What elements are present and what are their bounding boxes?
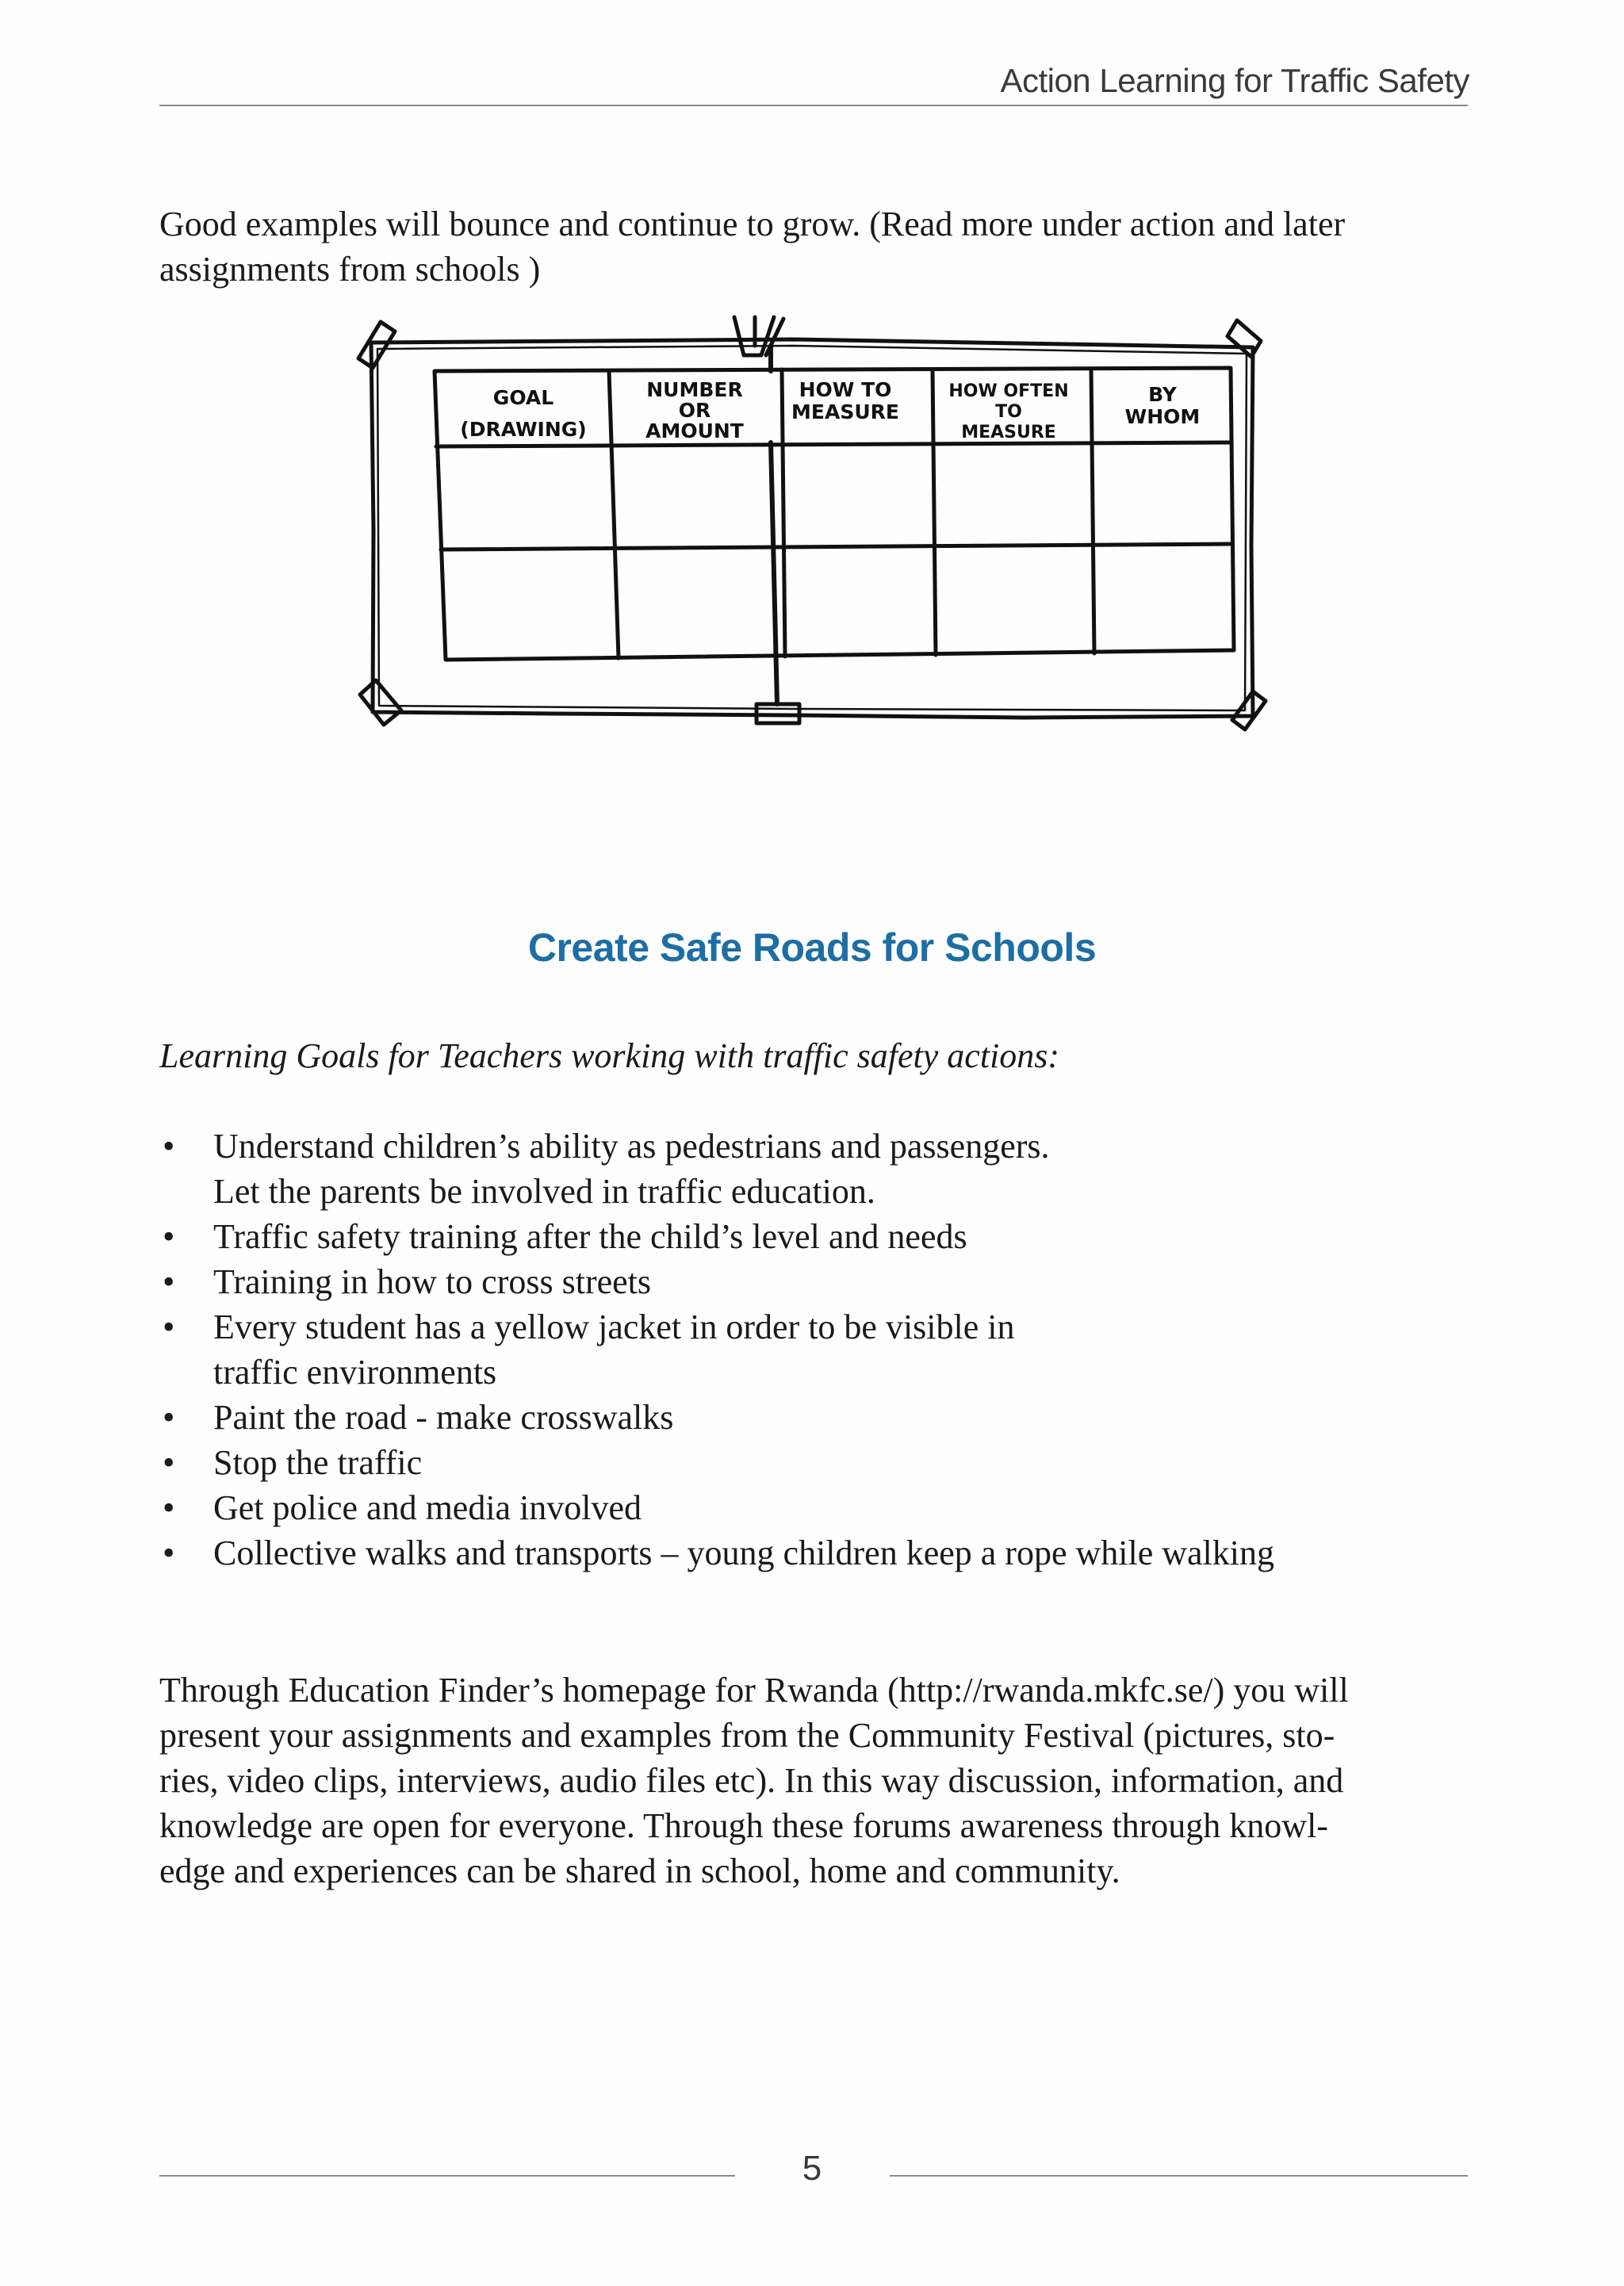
center-pole xyxy=(771,346,777,704)
table-col-rule xyxy=(782,370,785,657)
goals-subtitle: Learning Goals for Teachers working with traffic safety actions: xyxy=(159,1036,1060,1075)
list-item xyxy=(159,1485,1507,1530)
column-label-number: OR xyxy=(678,399,711,422)
column-label-by-whom: WHOM xyxy=(1124,405,1201,428)
column-label-goal: GOAL xyxy=(492,386,554,409)
column-label-how-often: MEASURE xyxy=(961,423,1056,442)
column-label-goal: (DRAWING) xyxy=(460,418,587,441)
column-label-how-to: HOW TO xyxy=(799,378,892,401)
paragraph-line: Through Education Finder’s homepage for Rwanda (http://rwanda.mkfc.se/) you will xyxy=(159,1671,1349,1710)
list-item-text: • Understand children’s ability as pedestrians and passengers. xyxy=(213,1127,1050,1166)
page-number: 5 xyxy=(802,2149,822,2188)
learning-goals-list xyxy=(159,1124,1507,1576)
list-item xyxy=(159,1124,1507,1214)
list-item xyxy=(159,1440,1507,1485)
clip-top xyxy=(734,317,783,355)
footer-rule-left xyxy=(159,2175,735,2177)
list-item-text: traffic environments xyxy=(213,1353,497,1392)
table-col-rule xyxy=(1091,370,1094,653)
hand-drawn-table-poster xyxy=(349,308,1269,736)
column-label-number: AMOUNT xyxy=(645,419,744,442)
list-item-text: • Traffic safety training after the child’s level and needs xyxy=(213,1217,967,1256)
list-item-text: Let the parents be involved in traffic education. xyxy=(213,1172,875,1211)
list-item xyxy=(159,1395,1507,1440)
table-header-rule xyxy=(436,442,1231,446)
tape-top-left xyxy=(358,322,395,368)
column-label-how-to: MEASURE xyxy=(791,400,899,423)
paragraph-line: ries, video clips, interviews, audio files etc). In this way discussion, information, and xyxy=(159,1761,1344,1800)
tape-bottom-left xyxy=(360,680,401,725)
running-header-title: Action Learning for Traffic Safety xyxy=(1000,62,1469,99)
list-item-text: • Collective walks and transports – young children keep a rope while walking xyxy=(213,1534,1274,1572)
paragraph-line: edge and experiences can be shared in school, home and community. xyxy=(159,1851,1120,1890)
list-item-text: • Training in how to cross streets xyxy=(213,1262,652,1301)
table-row-rule xyxy=(441,544,1232,549)
list-item-text: • Stop the traffic xyxy=(213,1443,423,1482)
intro-line: Good examples will bounce and continue to grow. (Read more under action and later xyxy=(159,205,1346,243)
tape-top-right xyxy=(1228,320,1261,357)
list-item xyxy=(159,1304,1507,1395)
list-item-text: • Every student has a yellow jacket in order to be visible in xyxy=(213,1308,1015,1346)
list-item-text: • Get police and media involved xyxy=(213,1488,642,1527)
intro-line: assignments from schools ) xyxy=(159,250,541,289)
list-item xyxy=(159,1259,1507,1304)
column-label-how-often: TO xyxy=(995,402,1022,422)
tape-bottom-right xyxy=(1232,691,1266,729)
section-title: Create Safe Roads for Schools xyxy=(527,925,1097,970)
column-label-number: NUMBER xyxy=(646,378,743,401)
intro-paragraph xyxy=(159,201,1468,292)
column-label-by-whom: BY xyxy=(1148,383,1177,406)
paragraph-line: present your assignments and examples from the Community Festival (pictures, sto- xyxy=(159,1716,1335,1755)
header-rule xyxy=(159,105,1468,106)
paragraph-line: knowledge are open for everyone. Through these forums awareness through knowl- xyxy=(159,1806,1328,1845)
column-label-how-often: HOW OFTEN xyxy=(948,381,1069,401)
list-item xyxy=(159,1530,1507,1576)
table-col-rule xyxy=(933,370,936,655)
table-col-rule xyxy=(609,371,619,658)
footer-rule-right xyxy=(890,2175,1468,2177)
homepage-paragraph xyxy=(159,1668,1468,1894)
list-item xyxy=(159,1214,1507,1259)
list-item-text: • Paint the road - make crosswalks xyxy=(213,1398,674,1437)
